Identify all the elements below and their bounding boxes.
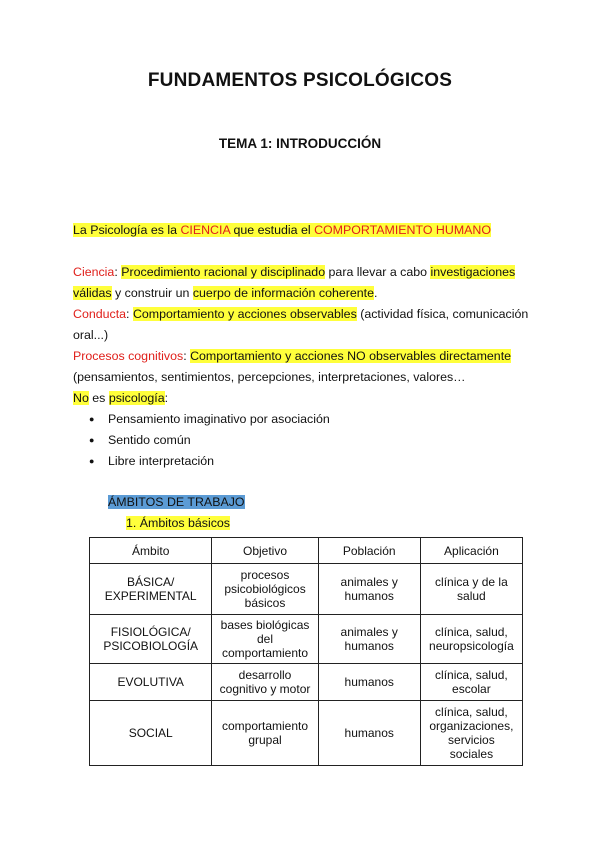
bullet-list — [73, 409, 533, 472]
table-cell: BÁSICA/ EXPERIMENTAL — [90, 564, 212, 615]
table-header-row — [90, 538, 523, 564]
ciencia-label: Ciencia — [73, 265, 115, 279]
header-ambito: Ámbito — [90, 538, 212, 564]
table-cell: animales y humanos — [318, 615, 420, 664]
table-cell: bases biológicas del comportamiento — [212, 615, 318, 664]
header-aplicacion: Aplicación — [420, 538, 522, 564]
procesos-label: Procesos cognitivos — [73, 349, 184, 363]
header-objetivo: Objetivo — [212, 538, 318, 564]
conducta-paragraph — [73, 304, 533, 346]
no-es-line — [73, 388, 533, 409]
section-heading — [108, 492, 245, 513]
conducta-text-1: (actividad física, comunicación oral...) — [73, 307, 529, 342]
conducta-label: Conducta — [73, 307, 127, 321]
procesos-colon: : — [183, 349, 191, 363]
table-cell: animales y humanos — [318, 564, 420, 615]
table-cell: humanos — [318, 664, 420, 701]
table-cell: procesos psicobiológicos básicos — [212, 564, 318, 615]
ciencia-text-1: para llevar a cabo — [325, 265, 431, 279]
table-cell: SOCIAL — [90, 701, 212, 766]
no-word: No — [73, 391, 89, 405]
intro-ciencia: CIENCIA — [180, 223, 231, 237]
table-row — [90, 701, 523, 766]
table-cell: clínica, salud, neuropsicología — [420, 615, 522, 664]
procesos-paragraph — [73, 346, 533, 388]
document-title: FUNDAMENTOS PSICOLÓGICOS — [147, 70, 453, 91]
conducta-colon: : — [126, 307, 133, 321]
intro-line — [73, 220, 533, 241]
table-cell: clínica y de la salud — [420, 564, 522, 615]
document-subtitle: TEMA 1: INTRODUCCIÓN — [218, 136, 382, 151]
ciencia-phrase-3: cuerpo de información coherente — [192, 286, 374, 300]
conducta-phrase-1: Comportamiento y acciones observables — [132, 307, 357, 321]
table-cell: clínica, salud, escolar — [420, 664, 522, 701]
table-cell: EVOLUTIVA — [90, 664, 212, 701]
body-text — [73, 220, 533, 472]
table-cell: clínica, salud, organizaciones, servicios sociales — [420, 701, 522, 766]
psicologia-word: psicología — [108, 391, 165, 405]
intro-a: La Psicología es la — [73, 223, 181, 237]
procesos-phrase-1: Comportamiento y acciones NO observables directamente — [190, 349, 512, 363]
table-cell: comportamiento grupal — [212, 701, 318, 766]
procesos-text-1: (pensamientos, sentimientos, percepciones, interpretaciones, valores… — [73, 370, 466, 384]
subsection-heading-text: 1. Ámbitos básicos — [126, 516, 230, 530]
header-poblacion: Población — [318, 538, 420, 564]
list-item: ● Sentido común — [73, 430, 533, 451]
ambitos-table — [89, 537, 523, 766]
ciencia-text-2: y construir un — [111, 286, 193, 300]
table-cell: FISIOLÓGICA/ PSICOBIOLOGÍA — [90, 615, 212, 664]
list-item: ● Pensamiento imaginativo por asociación — [73, 409, 533, 430]
subsection-heading — [126, 513, 230, 534]
ciencia-paragraph — [73, 262, 533, 304]
es-word: es — [88, 391, 109, 405]
ciencia-phrase-2: investigaciones válidas — [73, 265, 516, 300]
list-item: ● Libre interpretación — [73, 451, 533, 472]
ciencia-colon: : — [114, 265, 122, 279]
table-row — [90, 615, 523, 664]
ciencia-text-3: . — [374, 286, 378, 300]
section-heading-text: ÁMBITOS DE TRABAJO — [108, 495, 245, 509]
table-cell: desarrollo cognitivo y motor — [212, 664, 318, 701]
intro-c: que estudia el — [230, 223, 315, 237]
intro-comportamiento: COMPORTAMIENTO HUMANO — [314, 223, 491, 237]
table-row — [90, 664, 523, 701]
ciencia-phrase-1: Procedimiento racional y disciplinado — [121, 265, 326, 279]
table-cell: humanos — [318, 701, 420, 766]
no-es-colon: : — [164, 391, 169, 405]
table-row — [90, 564, 523, 615]
